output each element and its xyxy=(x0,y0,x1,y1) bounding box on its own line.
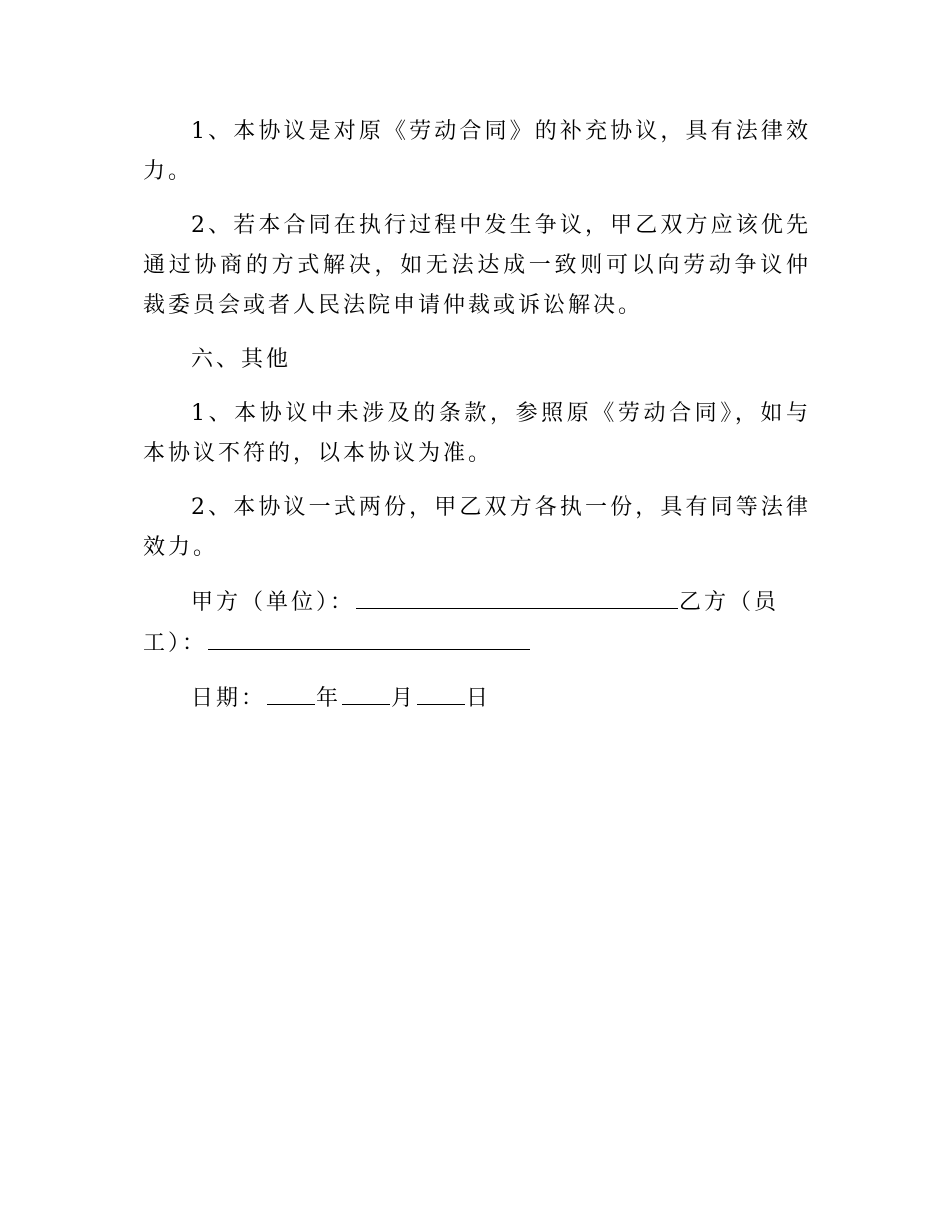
clause-paragraph: 2、若本合同在执行过程中发生争议，甲乙双方应该优先通过协商的方式解决，如无法达成一致则可以向劳动争议仲裁委员会或者人民法院申请仲裁或诉讼解决。 xyxy=(143,213,811,318)
party-a-label: 甲方（单位）： xyxy=(191,590,356,615)
month-blank[interactable] xyxy=(342,678,390,705)
month-label: 月 xyxy=(391,686,417,711)
document-page xyxy=(143,112,811,733)
party-a-blank[interactable] xyxy=(356,582,678,609)
date-label: 日期： xyxy=(191,686,267,711)
year-blank[interactable] xyxy=(267,678,315,705)
year-label: 年 xyxy=(316,686,342,711)
party-b-label: 乙方（员工）： xyxy=(143,590,780,656)
clause-paragraph: 1、本协议是对原《劳动合同》的补充协议，具有法律效力。 xyxy=(143,119,811,184)
section-heading: 六、其他 xyxy=(191,347,292,372)
day-blank[interactable] xyxy=(417,678,465,705)
day-label: 日 xyxy=(466,686,492,711)
clause-paragraph: 2、本协议一式两份，甲乙双方各执一份，具有同等法律效力。 xyxy=(143,495,811,560)
clause-paragraph: 1、本协议中未涉及的条款，参照原《劳动合同》，如与本协议不符的，以本协议为准。 xyxy=(143,401,811,466)
date-line xyxy=(143,678,811,719)
signature-line xyxy=(143,582,811,664)
party-b-blank[interactable] xyxy=(208,623,530,650)
